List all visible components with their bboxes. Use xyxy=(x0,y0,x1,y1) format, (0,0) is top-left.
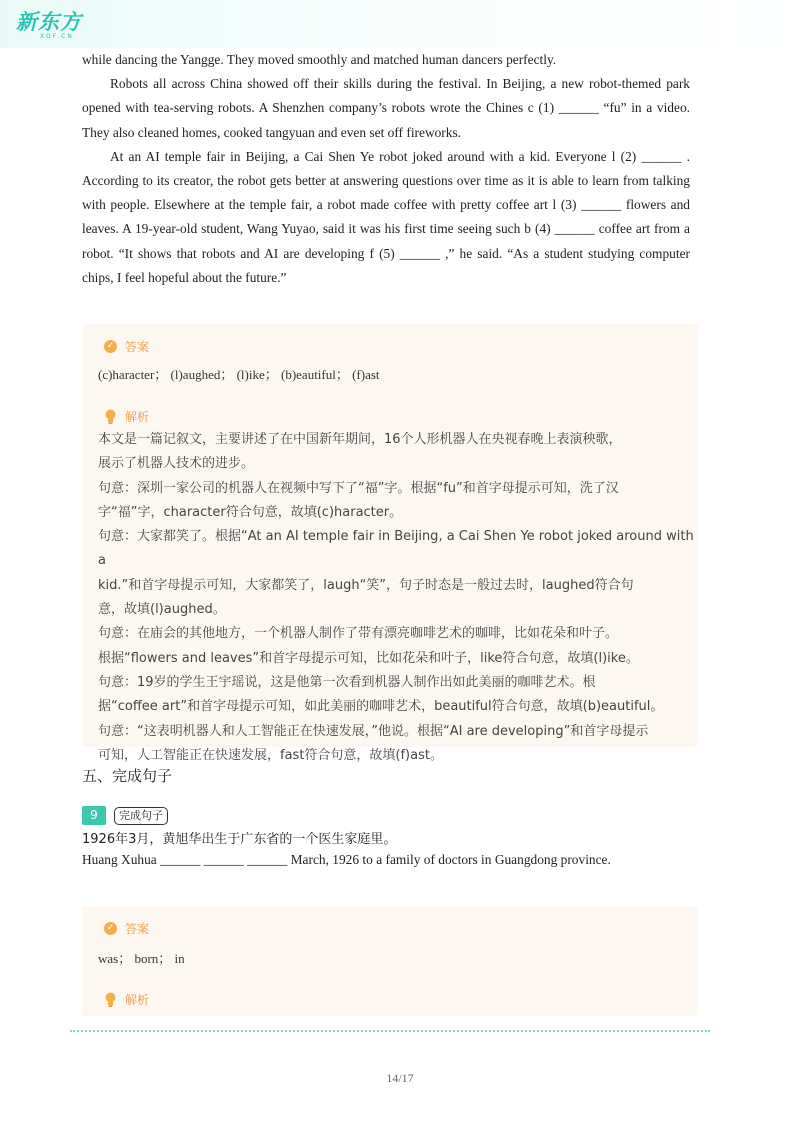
reading-passage xyxy=(82,48,690,290)
analysis-line: 据“coffee art”和首字母提示可知，如此美丽的咖啡艺术，beautiful符合句意，故填(b)eautiful。 xyxy=(98,699,664,715)
analysis-header xyxy=(104,991,149,1008)
answer-header xyxy=(104,920,149,937)
analysis-line: 句意：深圳一家公司的机器人在视频中写下了“福”字。根据“fu”和首字母提示可知，洗了汉 xyxy=(98,480,619,496)
answer-text: was； born； in xyxy=(98,951,185,966)
analysis-line: 本文是一篇记叙文，主要讲述了在中国新年期间，16个人形机器人在央视春晚上表演秧歌， xyxy=(98,432,622,447)
question-type-tag: 完成句子 xyxy=(114,807,168,825)
answer-text: (c)haracter； (l)aughed； (l)ike； (b)eautiful； (f)ast xyxy=(98,367,380,382)
question-chinese: 1926年3月，黄旭华出生于广东省的一个医生家庭里。 xyxy=(82,832,397,847)
analysis-line: kid.”和首字母提示可知，大家都笑了，laugh“笑”，句子时态是一般过去时，laughed符合句 xyxy=(98,577,634,593)
analysis-label: 解析 xyxy=(125,993,150,1007)
question-english: Huang Xuhua ______ ______ ______ March, 1926 to a family of doctors in Guangdong province. xyxy=(82,852,611,867)
analysis-label: 解析 xyxy=(125,410,150,424)
check-badge-icon: ✓ xyxy=(104,340,117,353)
passage-paragraph: Robots all across China showed off their skills during the festival. In Beijing, a new robot-themed park opened with tea-serving robots. A Shenzhen company’s robots wrote the Chines c (1) ______ “fu” in a video. They also cleaned homes, cooked tangyuan and even set off fireworks. xyxy=(82,76,690,140)
analysis-line: 可知，人工智能正在快速发展，fast符合句意，故填(f)ast。 xyxy=(98,747,443,763)
check-badge-icon: ✓ xyxy=(104,922,117,935)
lightbulb-icon xyxy=(104,992,117,1007)
logo-subtext: XDF.CN xyxy=(40,33,74,40)
answer-box-1 xyxy=(82,324,698,763)
dotted-divider xyxy=(70,1030,710,1032)
question-header xyxy=(82,806,168,825)
logo-text: 新东方 xyxy=(16,10,82,34)
page-number: 14/17 xyxy=(386,1071,414,1085)
answer-label: 答案 xyxy=(125,340,150,354)
analysis-line: 句意：大家都笑了。根据“At an AI temple fair in Beijing, a Cai Shen Ye robot joked around with a xyxy=(98,529,694,569)
answer-box-2 xyxy=(82,906,698,1016)
header-band xyxy=(0,0,800,48)
analysis-text xyxy=(98,428,694,768)
passage-paragraph: while dancing the Yangge. They moved smoothly and matched human dancers perfectly. xyxy=(82,52,557,67)
analysis-line: 根据“flowers and leaves”和首字母提示可知，比如花朵和叶子，like符合句意，故填(l)ike。 xyxy=(98,650,639,666)
logo xyxy=(16,6,82,40)
analysis-line: 字“福”字，character符合句意，故填(c)haracter。 xyxy=(98,504,403,520)
analysis-header xyxy=(104,408,149,425)
answer-header xyxy=(104,338,149,355)
analysis-line: 句意：在庙会的其他地方，一个机器人制作了带有漂亮咖啡艺术的咖啡，比如花朵和叶子。 xyxy=(98,626,619,642)
analysis-line: 句意：“这表明机器人和人工智能正在快速发展，”他说。根据“AI are developing”和首字母提示 xyxy=(98,723,649,739)
analysis-line: 意，故填(l)aughed。 xyxy=(98,602,226,618)
section-title: 五、完成句子 xyxy=(82,767,173,785)
question-number-badge: 9 xyxy=(82,806,106,825)
passage-paragraph: At an AI temple fair in Beijing, a Cai Shen Ye robot joked around with a kid. Everyone l (2) ______ . According to its creator, the robot gets better at answering questions over time as it is able to learn from talking with people. Elsewhere at the temple fair, a robot made coffee with pretty coffee art l (3) ______ flowers and leaves. A 19-year-old student, Wang Yuyao, said it was his first time seeing such b (4) ______ coffee art from a robot. “It shows that robots and AI are developing f (5) ______ ,” he said. “As a student studying computer chips, I feel hopeful about the future.” xyxy=(82,148,690,285)
analysis-line: 展示了机器人技术的进步。 xyxy=(98,456,255,472)
answer-label: 答案 xyxy=(125,922,150,936)
lightbulb-icon xyxy=(104,409,117,424)
analysis-line: 句意：19岁的学生王宇瑶说，这是他第一次看到机器人制作出如此美丽的咖啡艺术。根 xyxy=(98,674,596,690)
